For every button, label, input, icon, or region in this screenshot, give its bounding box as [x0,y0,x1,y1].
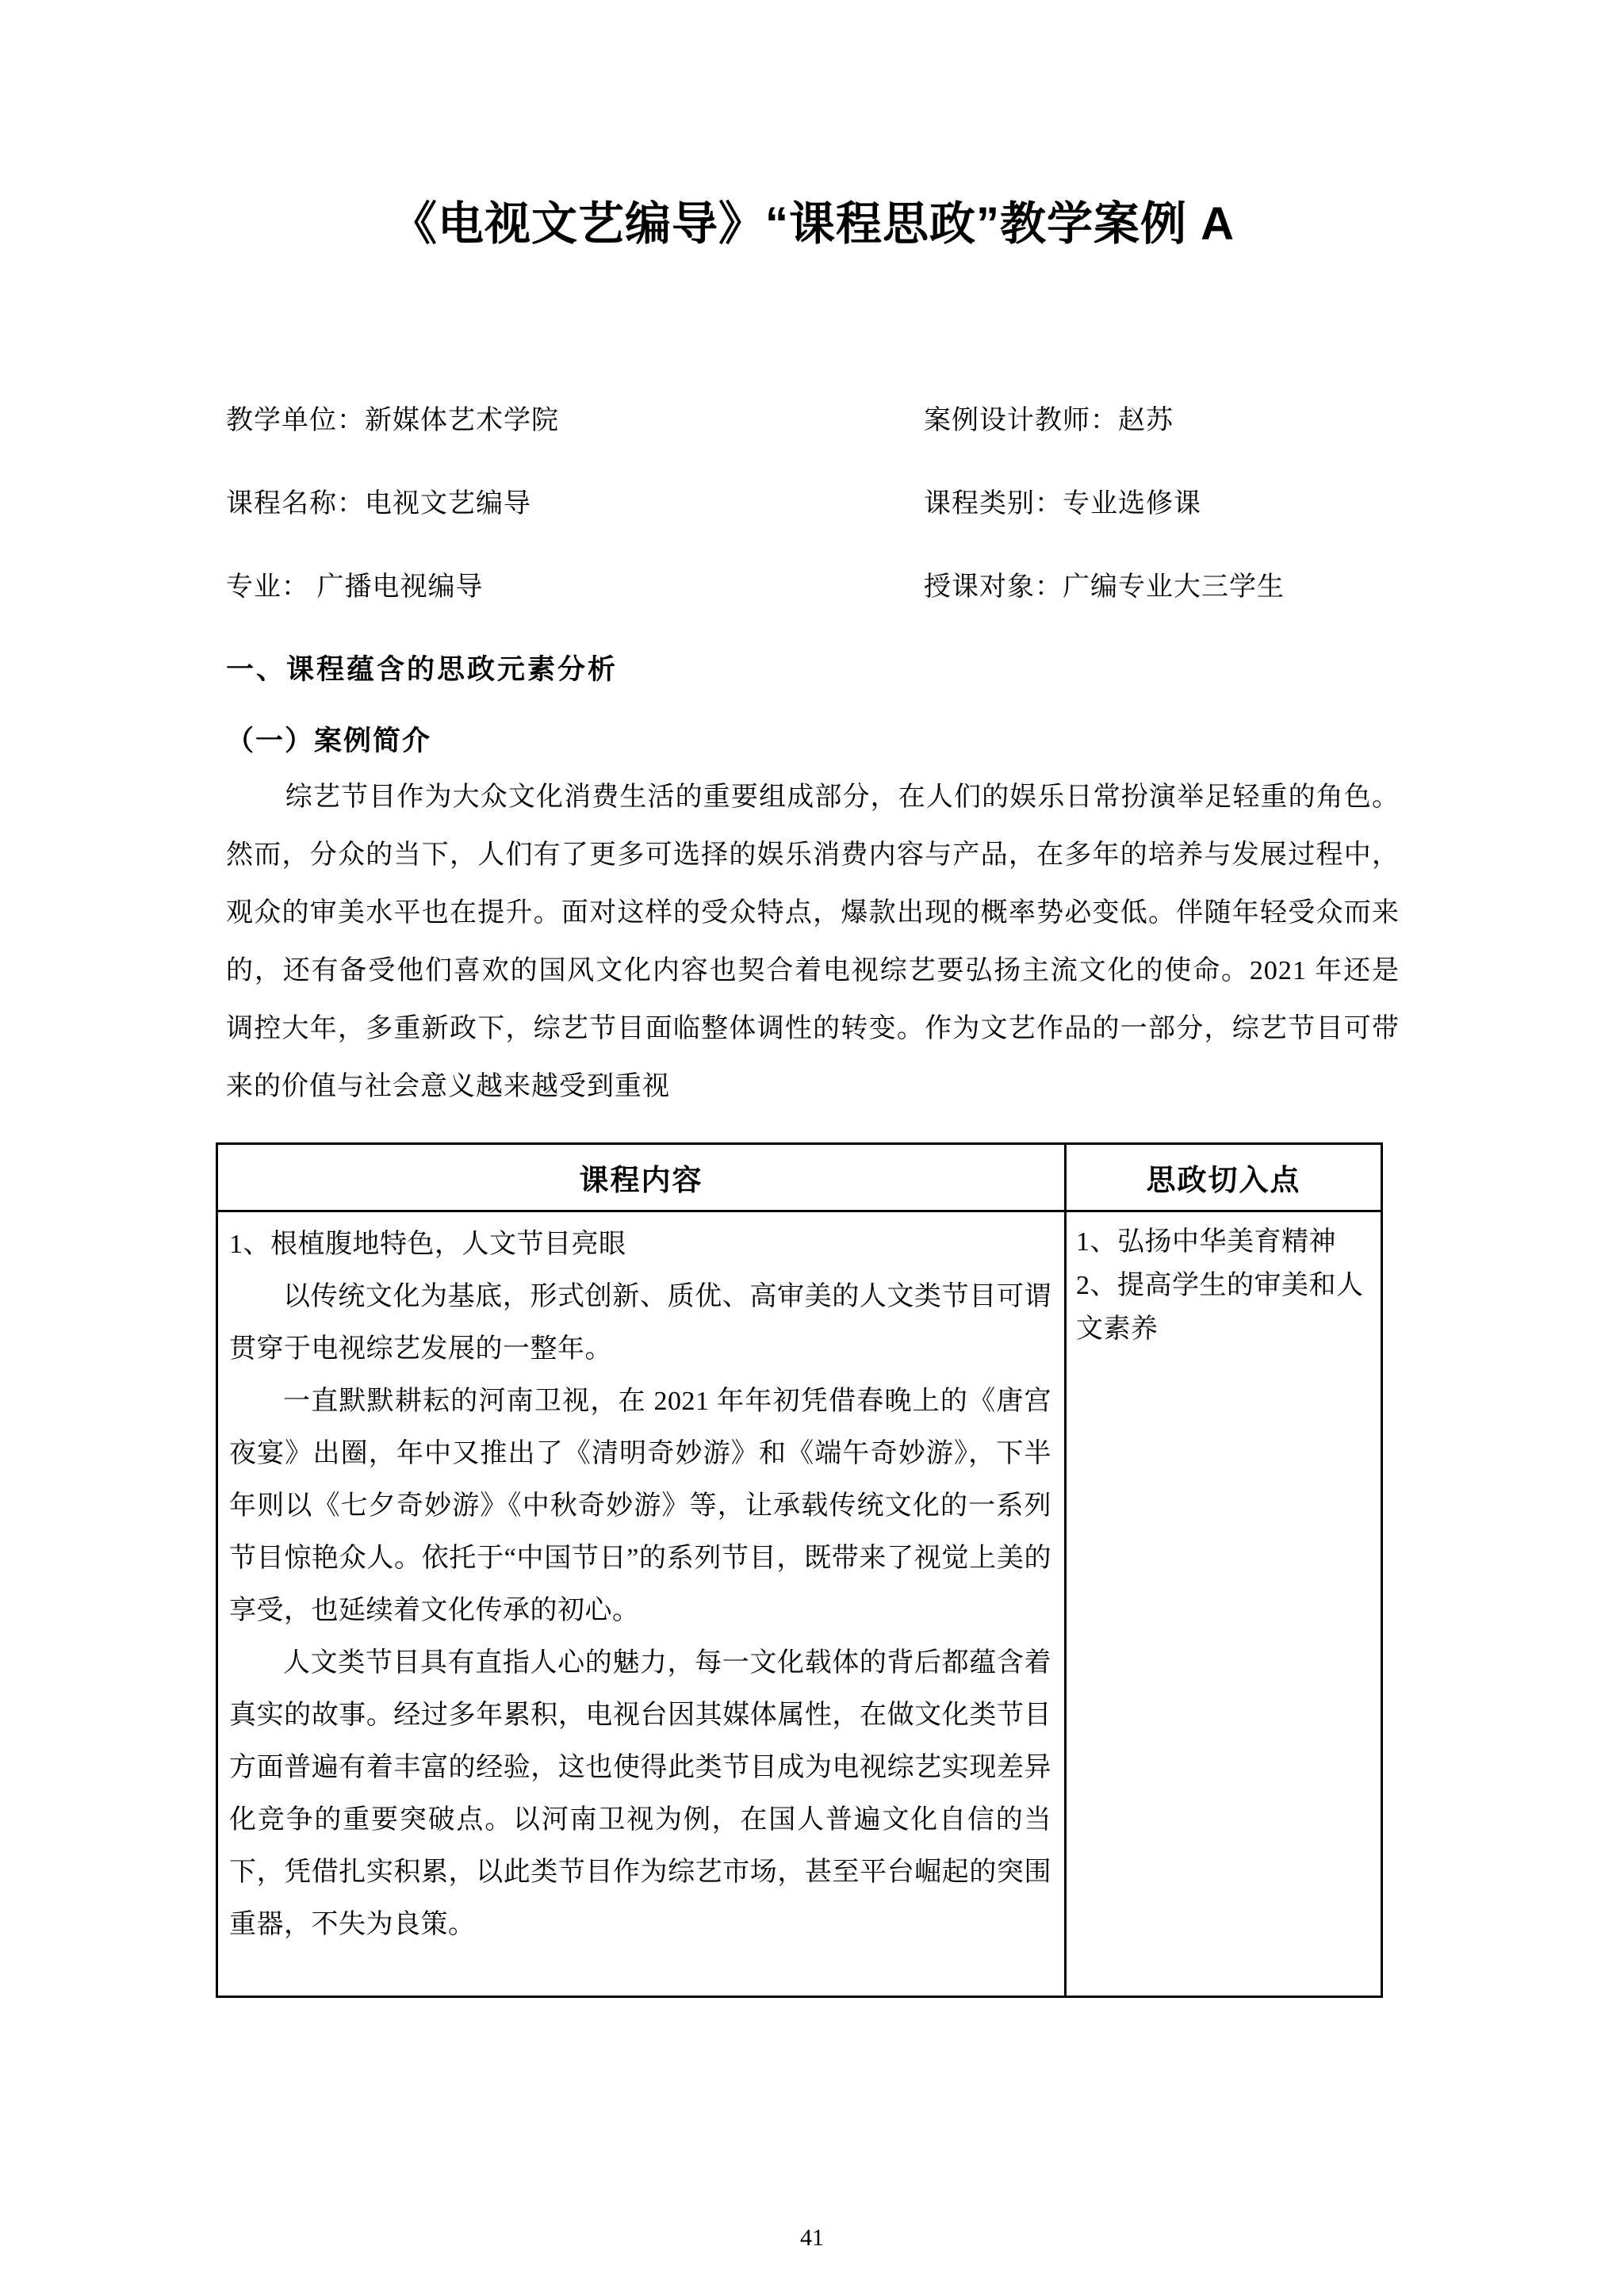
meta-case-designer: 案例设计教师：赵苏 [924,405,1174,435]
course-content-item-title: 1、根植腹地特色，人文节目亮眼 [229,1229,626,1259]
table-row [217,1211,1382,1996]
course-content-cell [217,1211,1066,1996]
sizheng-point: 1、弘扬中华美育精神 [1076,1226,1336,1257]
sizheng-point: 2、提高学生的审美和人文素养 [1076,1270,1364,1344]
table-header-row [217,1143,1382,1211]
meta-audience: 授课对象：广编专业大三学生 [924,572,1285,602]
table-header-course-content: 课程内容 [217,1143,1066,1211]
course-content-paragraph: 以传统文化为基底，形式创新、质优、高审美的人文类节目可谓贯穿于电视综艺发展的一整年。 [229,1281,1051,1364]
meta-row [226,481,1400,520]
meta-row [226,564,1400,603]
meta-course-type: 课程类别：专业选修课 [924,488,1201,519]
meta-row [226,398,1400,437]
course-content-paragraph: 人文类节目具有直指人心的魅力，每一文化载体的背后都蕴含着真实的故事。经过多年累积，电视台因其媒体属性，在做文化类节目方面普遍有着丰富的经验，这也使得此类节目成为电视综艺实现差异化竞争的重要突破点。以河南卫视为例，在国人普遍文化自信的当下，凭借扎实积累，以此类节目作为综艺市场，甚至平台崛起的突围重器，不失为良策。 [229,1647,1051,1939]
sizheng-points-cell [1066,1211,1382,1996]
course-content-paragraph: 一直默默耕耘的河南卫视，在 2021 年年初凭借春晚上的《唐宫夜宴》出圈，年中又推出了《清明奇妙游》和《端午奇妙游》，下半年则以《七夕奇妙游》《中秋奇妙游》等，让承载传统文化的一系列节目惊艳众人。依托于“中国节日”的系列节目，既带来了视觉上美的享受，也延续着文化传承的初心。 [229,1386,1051,1625]
subsection-heading: （一）案例简介 [226,725,432,756]
section-heading: 一、课程蕴含的思政元素分析 [226,653,619,685]
page-number: 41 [800,2225,824,2251]
meta-course-name: 课程名称：电视文艺编导 [226,488,531,519]
intro-paragraph: 综艺节目作为大众文化消费生活的重要组成部分，在人们的娱乐日常扮演举足轻重的角色。然而，分众的当下，人们有了更多可选择的娱乐消费内容与产品，在多年的培养与发展过程中，观众的审美水平也在提升。面对这样的受众特点，爆款出现的概率势必变低。伴随年轻受众而来的，还有备受他们喜欢的国风文化内容也契合着电视综艺要弘扬主流文化的使命。2021 年还是调控大年，多重新政下，综艺节目面临整体调性的转变。作为文艺作品的一部分，综艺节目可带来的价值与社会意义越来越受到重视 [226,782,1400,1101]
page-title: 《电视文艺编导》“课程思政”教学案例 A [390,198,1235,250]
course-sizheng-table [216,1142,1383,1998]
table-header-sizheng-point: 思政切入点 [1066,1143,1382,1211]
meta-teaching-unit: 教学单位：新媒体艺术学院 [226,405,559,435]
meta-block [226,398,1400,603]
meta-major: 专业： 广播电视编导 [226,572,484,602]
